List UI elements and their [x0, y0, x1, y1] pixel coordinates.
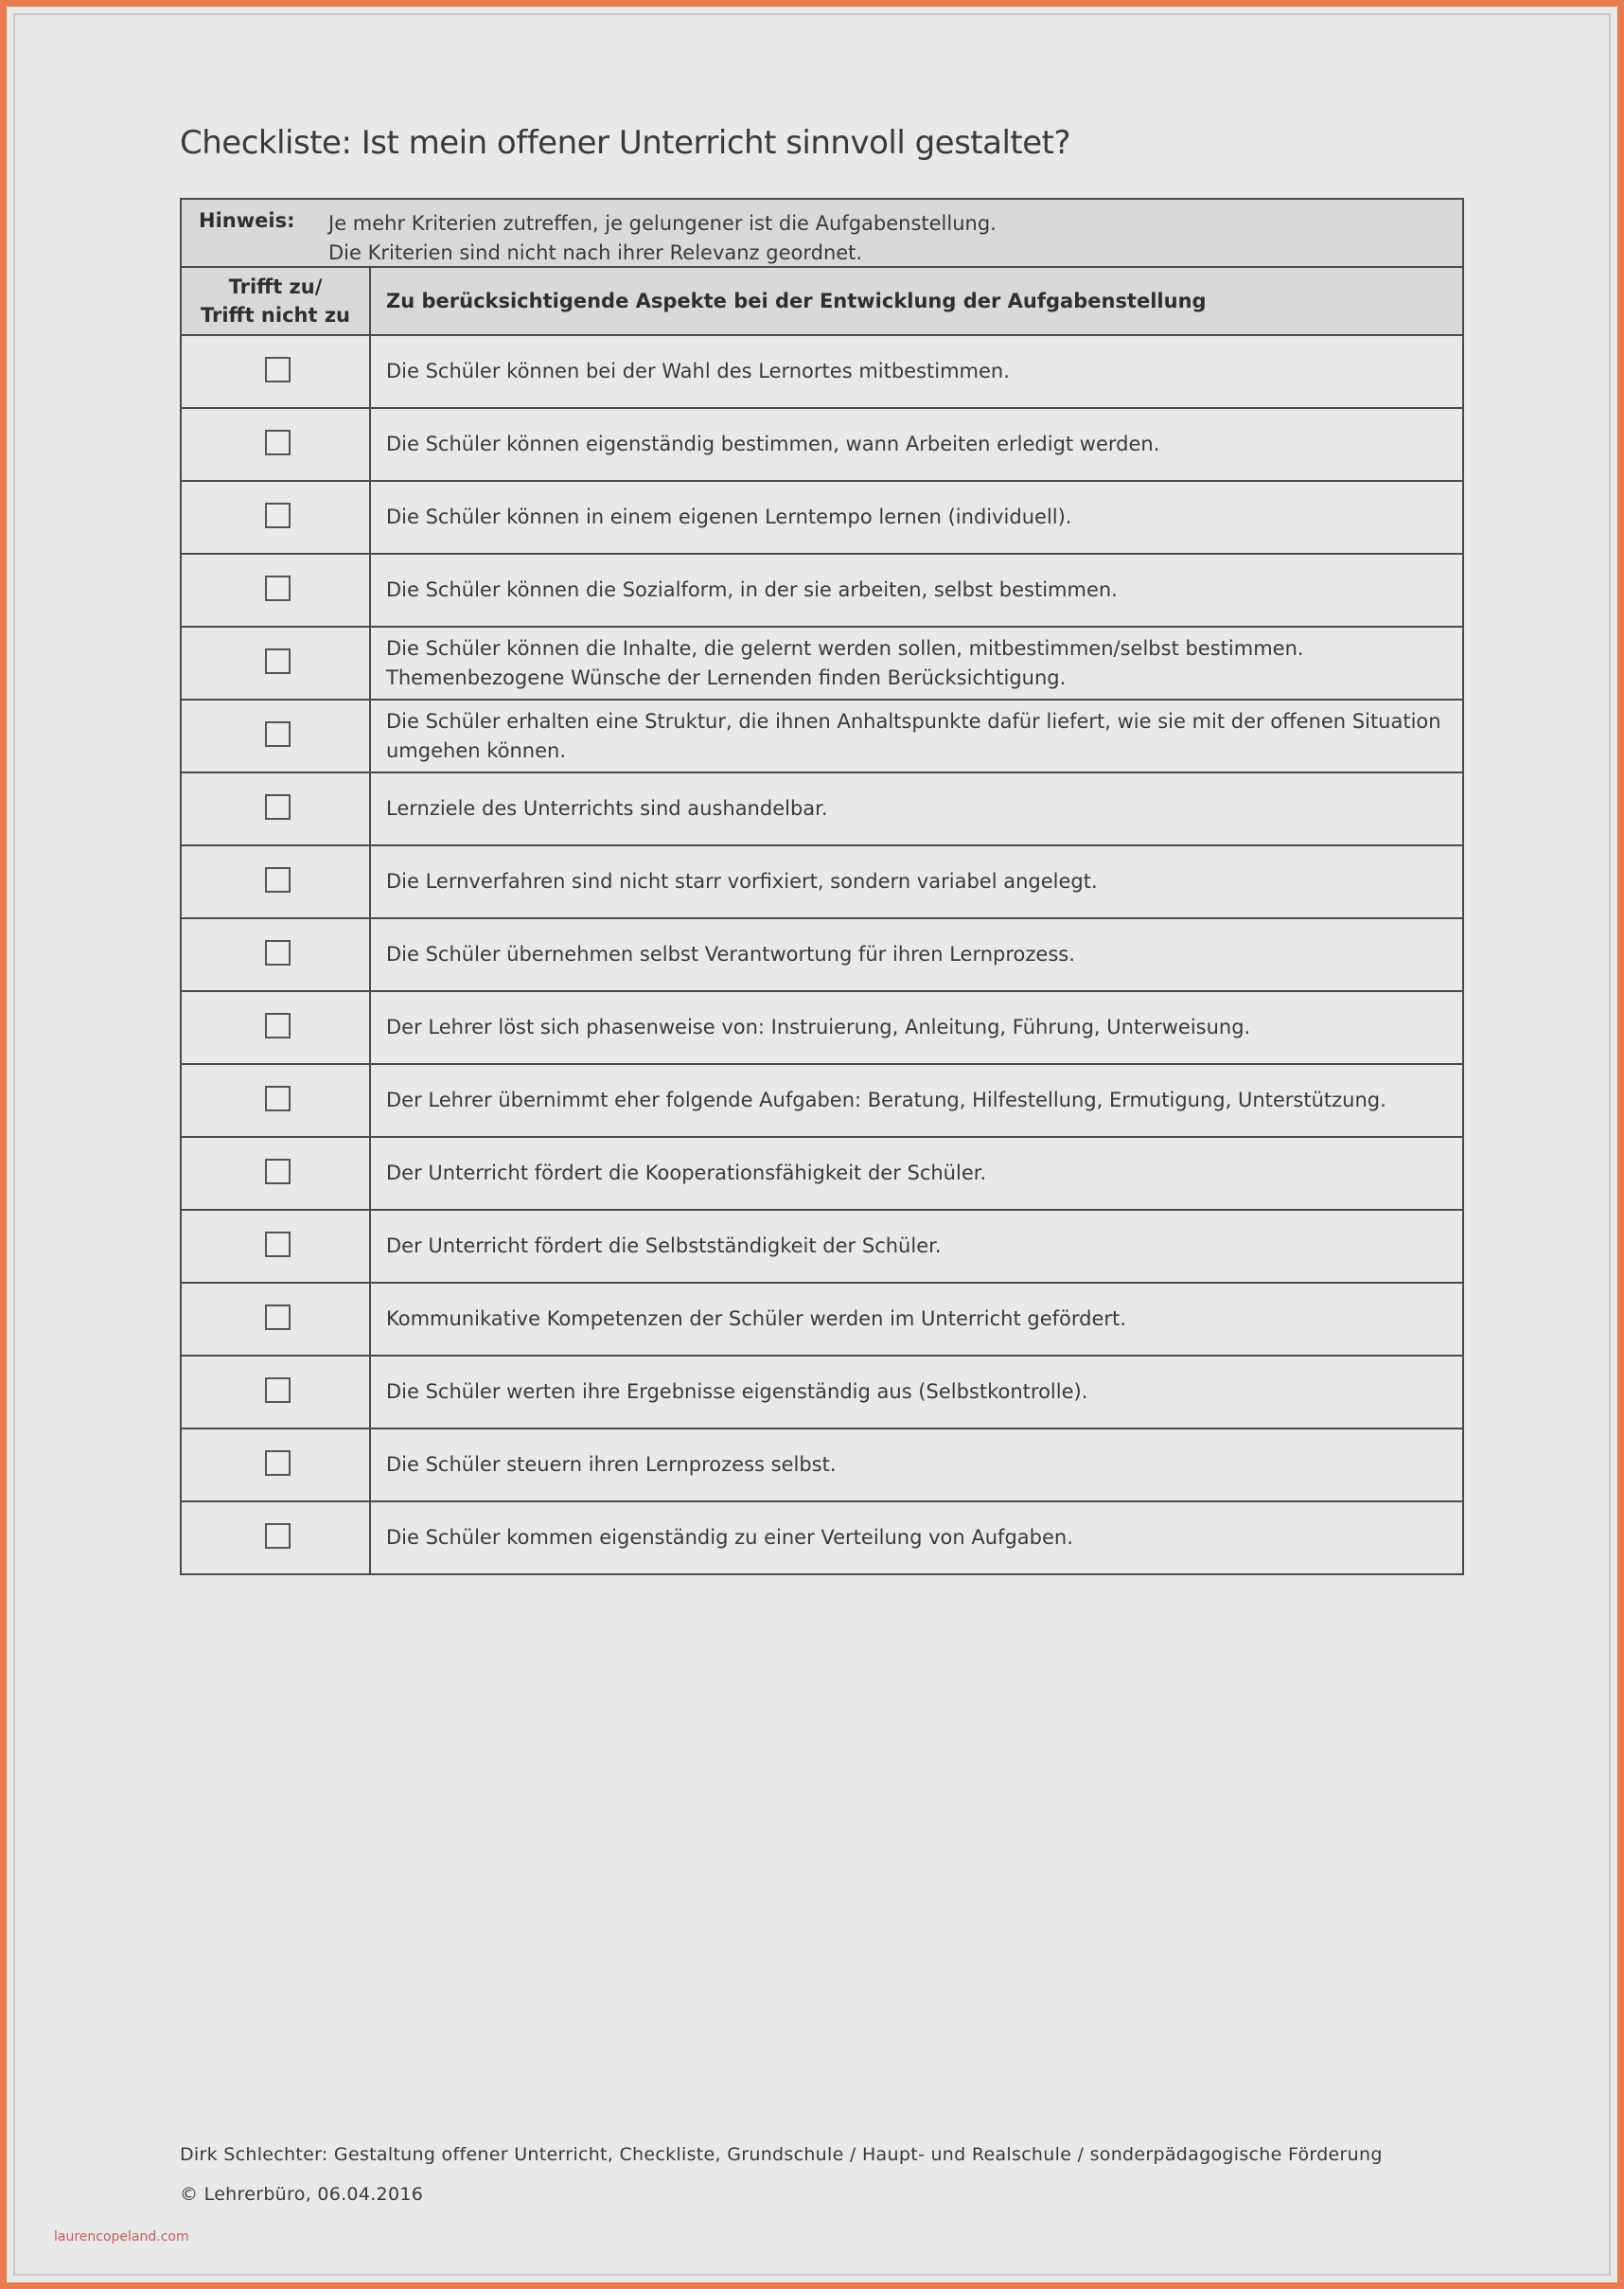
checkbox-cell	[181, 1428, 370, 1501]
criterion-text: Die Schüler können bei der Wahl des Lernortes mitbestimmen.	[370, 335, 1463, 408]
checkbox-cell	[181, 1501, 370, 1574]
checklist-row	[181, 1064, 1463, 1137]
checkbox[interactable]	[265, 1232, 291, 1257]
checkbox-cell	[181, 991, 370, 1064]
checklist-row	[181, 1356, 1463, 1428]
criterion-text: Die Schüler erhalten eine Struktur, die ihnen Anhaltspunkte dafür liefert, wie sie mit der offenen Situation umgehen können.	[370, 700, 1463, 772]
hint-cell	[181, 199, 1463, 267]
checkbox[interactable]	[265, 1159, 291, 1184]
watermark-text: laurencopeland.com	[54, 2229, 189, 2245]
checkbox[interactable]	[265, 430, 291, 455]
checkbox[interactable]	[265, 1304, 291, 1330]
checklist-row	[181, 918, 1463, 991]
checklist-row	[181, 1137, 1463, 1210]
criterion-text: Die Schüler steuern ihren Lernprozess selbst.	[370, 1428, 1463, 1501]
checklist-items	[181, 335, 1463, 1574]
checklist-row	[181, 772, 1463, 845]
criterion-text: Der Lehrer übernimmt eher folgende Aufgaben: Beratung, Hilfestellung, Ermutigung, Unterstützung.	[370, 1064, 1463, 1137]
checkbox-cell	[181, 1210, 370, 1283]
checkbox[interactable]	[265, 576, 291, 601]
checklist-row	[181, 554, 1463, 627]
criterion-text: Die Schüler kommen eigenständig zu einer Verteilung von Aufgaben.	[370, 1501, 1463, 1574]
checkbox-cell	[181, 700, 370, 772]
column-header-status	[181, 267, 370, 335]
checklist-row	[181, 845, 1463, 918]
criterion-text: Die Schüler können eigenständig bestimmen, wann Arbeiten erledigt werden.	[370, 408, 1463, 481]
checkbox[interactable]	[265, 794, 291, 820]
criterion-text: Die Schüler werten ihre Ergebnisse eigenständig aus (Selbstkontrolle).	[370, 1356, 1463, 1428]
checklist-row	[181, 1210, 1463, 1283]
checkbox[interactable]	[265, 721, 291, 747]
checkbox[interactable]	[265, 648, 291, 674]
checkbox[interactable]	[265, 1377, 291, 1403]
checklist-row	[181, 481, 1463, 554]
header-status-line-1: Trifft zu/	[228, 275, 323, 298]
column-header-row	[181, 267, 1463, 335]
checklist-row	[181, 991, 1463, 1064]
checklist-table	[180, 198, 1464, 1575]
checkbox[interactable]	[265, 867, 291, 893]
checkbox-cell	[181, 335, 370, 408]
checklist-row	[181, 408, 1463, 481]
hint-line-2: Die Kriterien sind nicht nach ihrer Relevanz geordnet.	[328, 241, 863, 264]
hint-text	[328, 209, 997, 268]
hint-label: Hinweis:	[199, 209, 295, 232]
checklist-row	[181, 627, 1463, 700]
checklist-row	[181, 335, 1463, 408]
criterion-text: Die Schüler übernehmen selbst Verantwortung für ihren Lernprozess.	[370, 918, 1463, 991]
checklist-row	[181, 1428, 1463, 1501]
checkbox[interactable]	[265, 1086, 291, 1111]
hint-line-1: Je mehr Kriterien zutreffen, je gelungener ist die Aufgabenstellung.	[328, 212, 997, 235]
criterion-text: Die Schüler können in einem eigenen Lerntempo lernen (individuell).	[370, 481, 1463, 554]
criterion-text: Die Schüler können die Inhalte, die gelernt werden sollen, mitbestimmen/selbst bestimmen. Themenbezogene Wünsche der Lernenden finden Berücksichtigung.	[370, 627, 1463, 700]
checkbox[interactable]	[265, 357, 291, 382]
checkbox-cell	[181, 554, 370, 627]
footer-copyright: © Lehrerbüro, 06.04.2016	[180, 2184, 424, 2205]
checklist-row	[181, 700, 1463, 772]
checkbox-cell	[181, 481, 370, 554]
checkbox-cell	[181, 1137, 370, 1210]
checkbox[interactable]	[265, 1523, 291, 1549]
checkbox-cell	[181, 772, 370, 845]
criterion-text: Die Schüler können die Sozialform, in der sie arbeiten, selbst bestimmen.	[370, 554, 1463, 627]
criterion-text: Kommunikative Kompetenzen der Schüler werden im Unterricht gefördert.	[370, 1283, 1463, 1356]
criterion-text: Der Lehrer löst sich phasenweise von: Instruierung, Anleitung, Führung, Unterweisung.	[370, 991, 1463, 1064]
page-title: Checkliste: Ist mein offener Unterricht sinnvoll gestaltet?	[180, 124, 1071, 162]
header-status-line-2: Trifft nicht zu	[200, 304, 350, 327]
checkbox[interactable]	[265, 1013, 291, 1038]
checkbox-cell	[181, 1064, 370, 1137]
checklist-row	[181, 1283, 1463, 1356]
criterion-text: Die Lernverfahren sind nicht starr vorfixiert, sondern variabel angelegt.	[370, 845, 1463, 918]
checklist-row	[181, 1501, 1463, 1574]
checkbox[interactable]	[265, 503, 291, 528]
hint-row	[181, 199, 1463, 267]
criterion-text: Der Unterricht fördert die Selbstständigkeit der Schüler.	[370, 1210, 1463, 1283]
footer-credit: Dirk Schlechter: Gestaltung offener Unterricht, Checkliste, Grundschule / Haupt- und Realschule / sonderpädagogische Förderung	[180, 2144, 1383, 2165]
checkbox-cell	[181, 1283, 370, 1356]
checkbox-cell	[181, 408, 370, 481]
criterion-text: Lernziele des Unterrichts sind aushandelbar.	[370, 772, 1463, 845]
checkbox-cell	[181, 627, 370, 700]
checkbox[interactable]	[265, 1450, 291, 1476]
checkbox-cell	[181, 845, 370, 918]
column-header-aspects: Zu berücksichtigende Aspekte bei der Entwicklung der Aufgabenstellung	[370, 267, 1463, 335]
checkbox-cell	[181, 918, 370, 991]
criterion-text: Der Unterricht fördert die Kooperationsfähigkeit der Schüler.	[370, 1137, 1463, 1210]
checkbox[interactable]	[265, 940, 291, 966]
checkbox-cell	[181, 1356, 370, 1428]
